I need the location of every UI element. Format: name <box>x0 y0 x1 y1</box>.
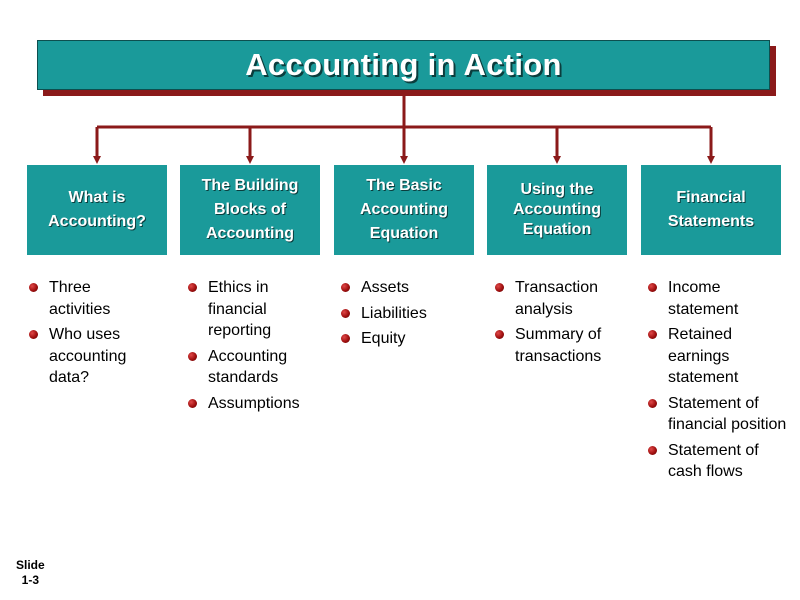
bullet-list-using-equation <box>495 277 630 371</box>
slide-word: Slide <box>16 558 45 572</box>
bullet-icon <box>188 352 197 361</box>
bullet-text: Retained earnings statement <box>668 326 739 386</box>
bullet-icon <box>648 330 657 339</box>
bullet-text: Accounting standards <box>208 347 288 386</box>
category-box-using-equation <box>487 165 627 255</box>
bullet-icon <box>648 399 657 408</box>
category-box-financial-statements <box>641 165 781 255</box>
bullet-icon <box>188 399 197 408</box>
bullet-list-what-is-accounting <box>29 277 154 393</box>
bullet-icon <box>188 283 197 292</box>
list-item <box>341 277 471 299</box>
slide-number-label <box>16 558 45 588</box>
list-item <box>341 328 471 350</box>
bullet-text: Transaction analysis <box>515 279 598 318</box>
bullet-icon <box>341 283 350 292</box>
list-item <box>29 324 154 389</box>
list-item <box>648 324 788 389</box>
bullet-text: Three activities <box>49 279 111 318</box>
list-item <box>495 277 630 320</box>
category-label: The Basic Accounting Equation <box>360 177 448 242</box>
bullet-text: Summary of transactions <box>515 326 602 365</box>
category-box-basic-equation <box>334 165 474 255</box>
list-item <box>648 277 788 320</box>
list-item <box>495 324 630 367</box>
list-item <box>341 303 471 325</box>
title-banner <box>37 40 770 90</box>
bullet-list-financial-statements <box>648 277 788 487</box>
bullet-icon <box>648 283 657 292</box>
category-label: What is Accounting? <box>48 189 146 230</box>
bullet-icon <box>495 330 504 339</box>
list-item <box>648 393 788 436</box>
bullet-list-basic-equation <box>341 277 471 354</box>
bullet-icon <box>29 283 38 292</box>
slide-number: 1-3 <box>21 573 40 587</box>
category-label: Financial Statements <box>667 189 755 230</box>
bullet-text: Income statement <box>668 279 739 318</box>
bullet-icon <box>341 309 350 318</box>
category-box-building-blocks <box>180 165 320 255</box>
list-item <box>188 346 318 389</box>
category-label: The Building Blocks of Accounting <box>201 177 299 242</box>
bullet-text: Assumptions <box>208 394 300 412</box>
bullet-text: Liabilities <box>361 304 427 322</box>
bullet-icon <box>495 283 504 292</box>
category-label: Using the Accounting Equation <box>513 181 601 238</box>
list-item <box>29 277 154 320</box>
bullet-icon <box>341 334 350 343</box>
bullet-icon <box>29 330 38 339</box>
bullet-text: Equity <box>361 330 406 347</box>
bullet-text: Statement of cash flows <box>668 441 759 480</box>
bullet-icon <box>648 446 657 455</box>
list-item <box>648 440 788 483</box>
category-box-what-is-accounting <box>27 165 167 255</box>
bullet-text: Who uses accounting data? <box>49 326 127 386</box>
diagram-title: Accounting in Action <box>245 47 562 82</box>
bullet-text: Statement of financial position <box>668 394 787 433</box>
list-item <box>188 277 318 342</box>
bullet-text: Ethics in financial reporting <box>208 279 272 339</box>
bullet-text: Assets <box>361 279 410 296</box>
bullet-list-building-blocks <box>188 277 318 418</box>
list-item <box>188 393 318 415</box>
